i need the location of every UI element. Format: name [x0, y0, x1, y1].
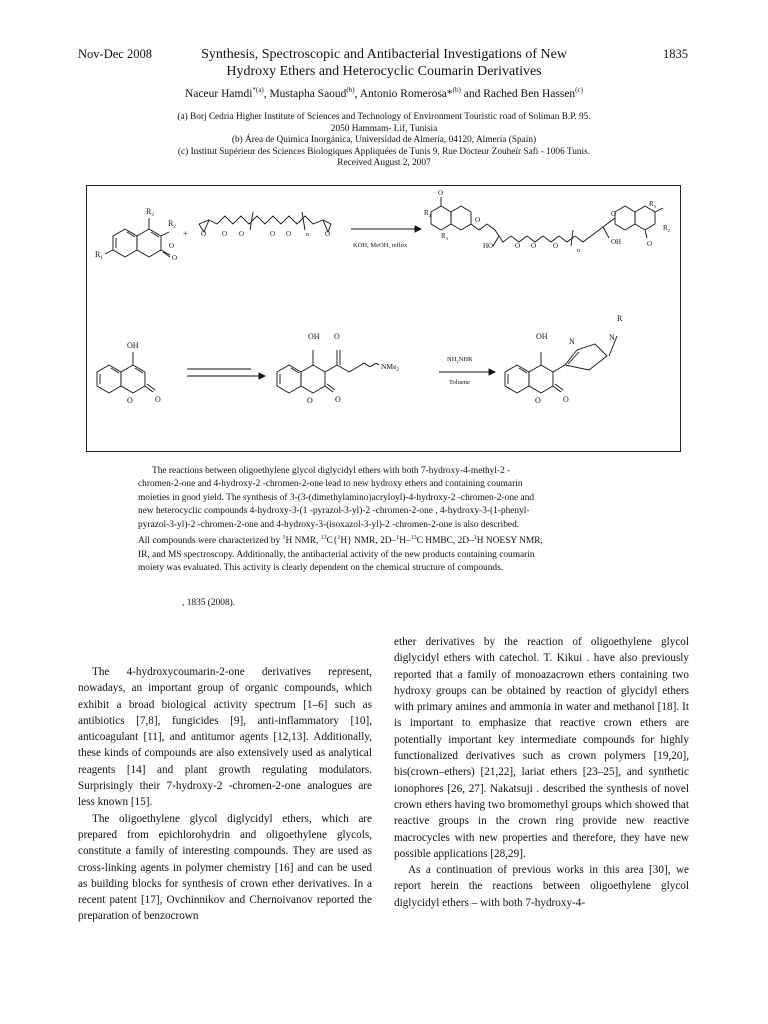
diglycidyl-ether	[199, 212, 331, 238]
abstract-line-2: chromen-2-one and 4-hydroxy-2 -chromen-2-one lead to new hydroxy ethers and containing coumarin	[138, 479, 523, 490]
svg-text:O: O	[155, 395, 161, 404]
author-4: and Rached Ben Hassen	[460, 87, 576, 100]
product-oh-2: OH	[536, 332, 548, 341]
svg-text:O: O	[335, 395, 341, 404]
product-ho: HO	[483, 242, 494, 250]
product-oh: OH	[611, 238, 622, 246]
epoxide-oxygen-right: O	[325, 230, 331, 238]
abstract-line-1: The reactions between oligoethylene glycol diglycidyl ethers with both 7-hydroxy-4-methyl-2 -	[152, 466, 511, 476]
author-1-mark: *(a)	[252, 86, 264, 94]
abstract-line-4: new heterocyclic compounds 4-hydroxy-3-(1 -pyrazol-3-yl)-2 -chromen-2-one , 4-hydroxy-3-(1-phenyl-	[138, 506, 530, 517]
arrow-step-2	[187, 369, 265, 379]
abstract-line-6: All compounds were characterized by $^1$H NMR, $^{13}$C{$^1$H} NMR, 2D–$^1$H–$^{13}$C HMBC, 2D–$^1$H NOESY NMR,	[138, 535, 543, 547]
author-3-mark: (b)	[452, 86, 461, 94]
hydroxycoumarin-reactant	[97, 341, 161, 405]
body-column-left	[78, 664, 372, 925]
svg-text:O: O	[475, 216, 481, 224]
abstract-line-3: moieties in good yield. The synthesis of 3-(3-(dimethylamino)acryloyl)-4-hydroxy-2 -chromen-2-one and	[138, 492, 535, 503]
svg-text:O: O	[307, 396, 313, 405]
page-number: 1835	[663, 47, 688, 61]
product-carbonyl-o: O	[438, 189, 444, 197]
author-3: , Antonio Romerosa*	[354, 87, 453, 100]
svg-text:O: O	[531, 242, 537, 250]
solvent-toluene: Toluene	[449, 379, 470, 386]
r1-label: $R_1$	[95, 250, 103, 261]
author-2: , Mustapha Saoud	[263, 87, 347, 100]
paragraph-crown-ethers: ether derivatives by the reaction of oligoethylene glycol diglycidyl ethers with catechol. T. Kikui . have also previously reported that a family of monoazacrown ethers containing two hydroxy groups can be obtained by reaction of glycidyl ethers with primary amines and ammonia in water and methanol [18]. It is important to emphasize that reactive crown ethers are potentially important key intermediate compounds for highly functionalized derivatives such as crown polymers [19,20], bis(crown–ethers) [21,22], lariat ethers [23–25], and synthetic ionophores [26, 27]. Nakatsuji . described the synthesis of novel crown ethers having two bromomethyl groups which showed that reactive groups in the crown ring provide new reactive macrocycles with new properties and therefore, they have new possible applications [28,29].	[394, 636, 689, 860]
svg-text:O: O	[611, 210, 617, 218]
paragraph-diglycidyl: The oligoethylene glycol diglycidyl ethers, which are prepared from epichlorohydrin and oligoethylene glycols, constitute a family of interesting compounds. They are used as cross-linking agents in polymer chemistry [16] and can be used as building blocks for synthesis of crown ether derivatives. In a recent patent [17], Ovchinnikov and Chernoivanov reported the preparation of benzocrown	[78, 812, 372, 923]
svg-text:O: O	[286, 230, 292, 238]
affiliations	[110, 112, 658, 170]
bis-coumarin-product	[424, 189, 670, 254]
article-title	[150, 46, 618, 80]
svg-text:O: O	[515, 242, 521, 250]
ring-oxygen: O	[169, 242, 175, 250]
r2-label: $R_2$	[168, 219, 176, 230]
r3-label: $R_3$	[146, 207, 154, 218]
enaminone-intermediate	[277, 332, 399, 405]
conditions-step-1: KOH, MeOH, reflux	[353, 242, 408, 249]
reaction-scheme-drawing	[87, 186, 682, 453]
carbonyl-oxygen: O	[172, 254, 178, 262]
author-list	[120, 86, 648, 100]
svg-text:O: O	[239, 230, 245, 238]
author-1: Naceur Hamdi	[185, 87, 253, 100]
svg-text:O: O	[535, 396, 541, 405]
author-4-mark: (c)	[575, 86, 583, 94]
abstract-line-5: pyrazol-3-yl)-2 -chromen-2-one and 4-hydroxy-3-(isoxazol-3-yl)-2 -chromen-2-one is also described.	[138, 519, 520, 530]
coumarin-reactant-1	[95, 207, 177, 262]
abstract	[138, 465, 628, 575]
affiliation-c: (c) Institut Supérieur des Sciences Biologiques Appliquées de Tunis 9, Rue Docteur Zouheïr Safi - 1006 Tunis.	[177, 146, 591, 157]
affiliation-a: (a) Borj Cedria Higher Institute of Sciences and Technology of Environment Touristic road of Soliman B.P. 95.	[177, 112, 591, 122]
author-2-mark: (b)	[346, 86, 355, 94]
svg-text:O: O	[647, 240, 653, 248]
pyrazole-n2: N	[609, 333, 615, 342]
abstract-line-8: moiety was evaluated. This activity is clearly dependent on the chemical structure of compounds.	[138, 562, 504, 573]
epoxide-oxygen-left: O	[201, 230, 207, 238]
svg-text:O: O	[222, 230, 228, 238]
nme2-label: NMe$_2$	[381, 362, 399, 373]
pyrazolyl-coumarin-product	[505, 314, 623, 405]
journal-issue: Nov-Dec 2008	[78, 47, 152, 61]
paragraph-continuation: As a continuation of previous works in this area [30], we report herein the reactions between oligoethylene glycol diglycidyl ethers – with both 7-hydroxy-4-	[394, 864, 689, 909]
svg-text:O: O	[334, 332, 340, 341]
product-r3-right: $R_3$	[649, 200, 656, 209]
body-column-right	[394, 634, 689, 911]
arrow-step-1	[351, 226, 421, 249]
reaction-scheme	[86, 185, 681, 452]
plus-sign: +	[183, 229, 188, 238]
reagent-hydrazine: $NH_2NHR$	[447, 356, 473, 364]
pyrazole-r: R	[617, 314, 623, 323]
svg-text:O: O	[553, 242, 559, 250]
paragraph-intro: The 4-hydroxycoumarin-2-one derivatives represent, nowadays, an important group of organic compounds, which exhibit a broad biological activity spectrum [1–6] such as antibiotics [7,8], fungicides [9], anti-inflammatory [10], anticoagulant [11], and antitumor agents [12,13]. Additionally, these kinds of compounds are also extensively used as analytical reagents [14] and plant growth regulating modulators. Surprisingly their 7-hydroxy-2 -chromen-2-one analogues are less known [15].	[78, 666, 372, 809]
abstract-line-7: IR, and MS spectroscopy. Additionally, the antibacterial activity of the new products containing coumarin	[138, 549, 535, 560]
svg-text:O: O	[563, 395, 569, 404]
repeat-n: n	[306, 232, 309, 238]
pyrazole-n1: N	[569, 337, 575, 346]
product-repeat-n: n	[577, 248, 580, 254]
product-r2: $R_2$	[424, 209, 431, 218]
svg-text:O: O	[270, 230, 276, 238]
citation: , 1835 (2008).	[182, 598, 236, 608]
arrow-step-3	[439, 356, 495, 386]
enaminone-oh: OH	[308, 332, 320, 341]
product-r2-right: $R_2$	[663, 224, 670, 233]
title-line-1: Synthesis, Spectroscopic and Antibacterial Investigations of New	[201, 47, 567, 62]
received-date: Received August 2, 2007	[337, 158, 431, 169]
affiliation-a-city: 2050 Hammam- Lif, Tunisia	[330, 123, 438, 134]
svg-text:O: O	[127, 396, 133, 405]
reactant-oh: OH	[127, 341, 139, 350]
title-line-2: Hydroxy Ethers and Heterocyclic Coumarin Derivatives	[226, 64, 542, 79]
product-r3: $R_3$	[441, 232, 448, 241]
affiliation-b: (b) Área de Química Inorgánica, Universidad de Almería, 04120, Almería (Spain)	[231, 135, 537, 146]
